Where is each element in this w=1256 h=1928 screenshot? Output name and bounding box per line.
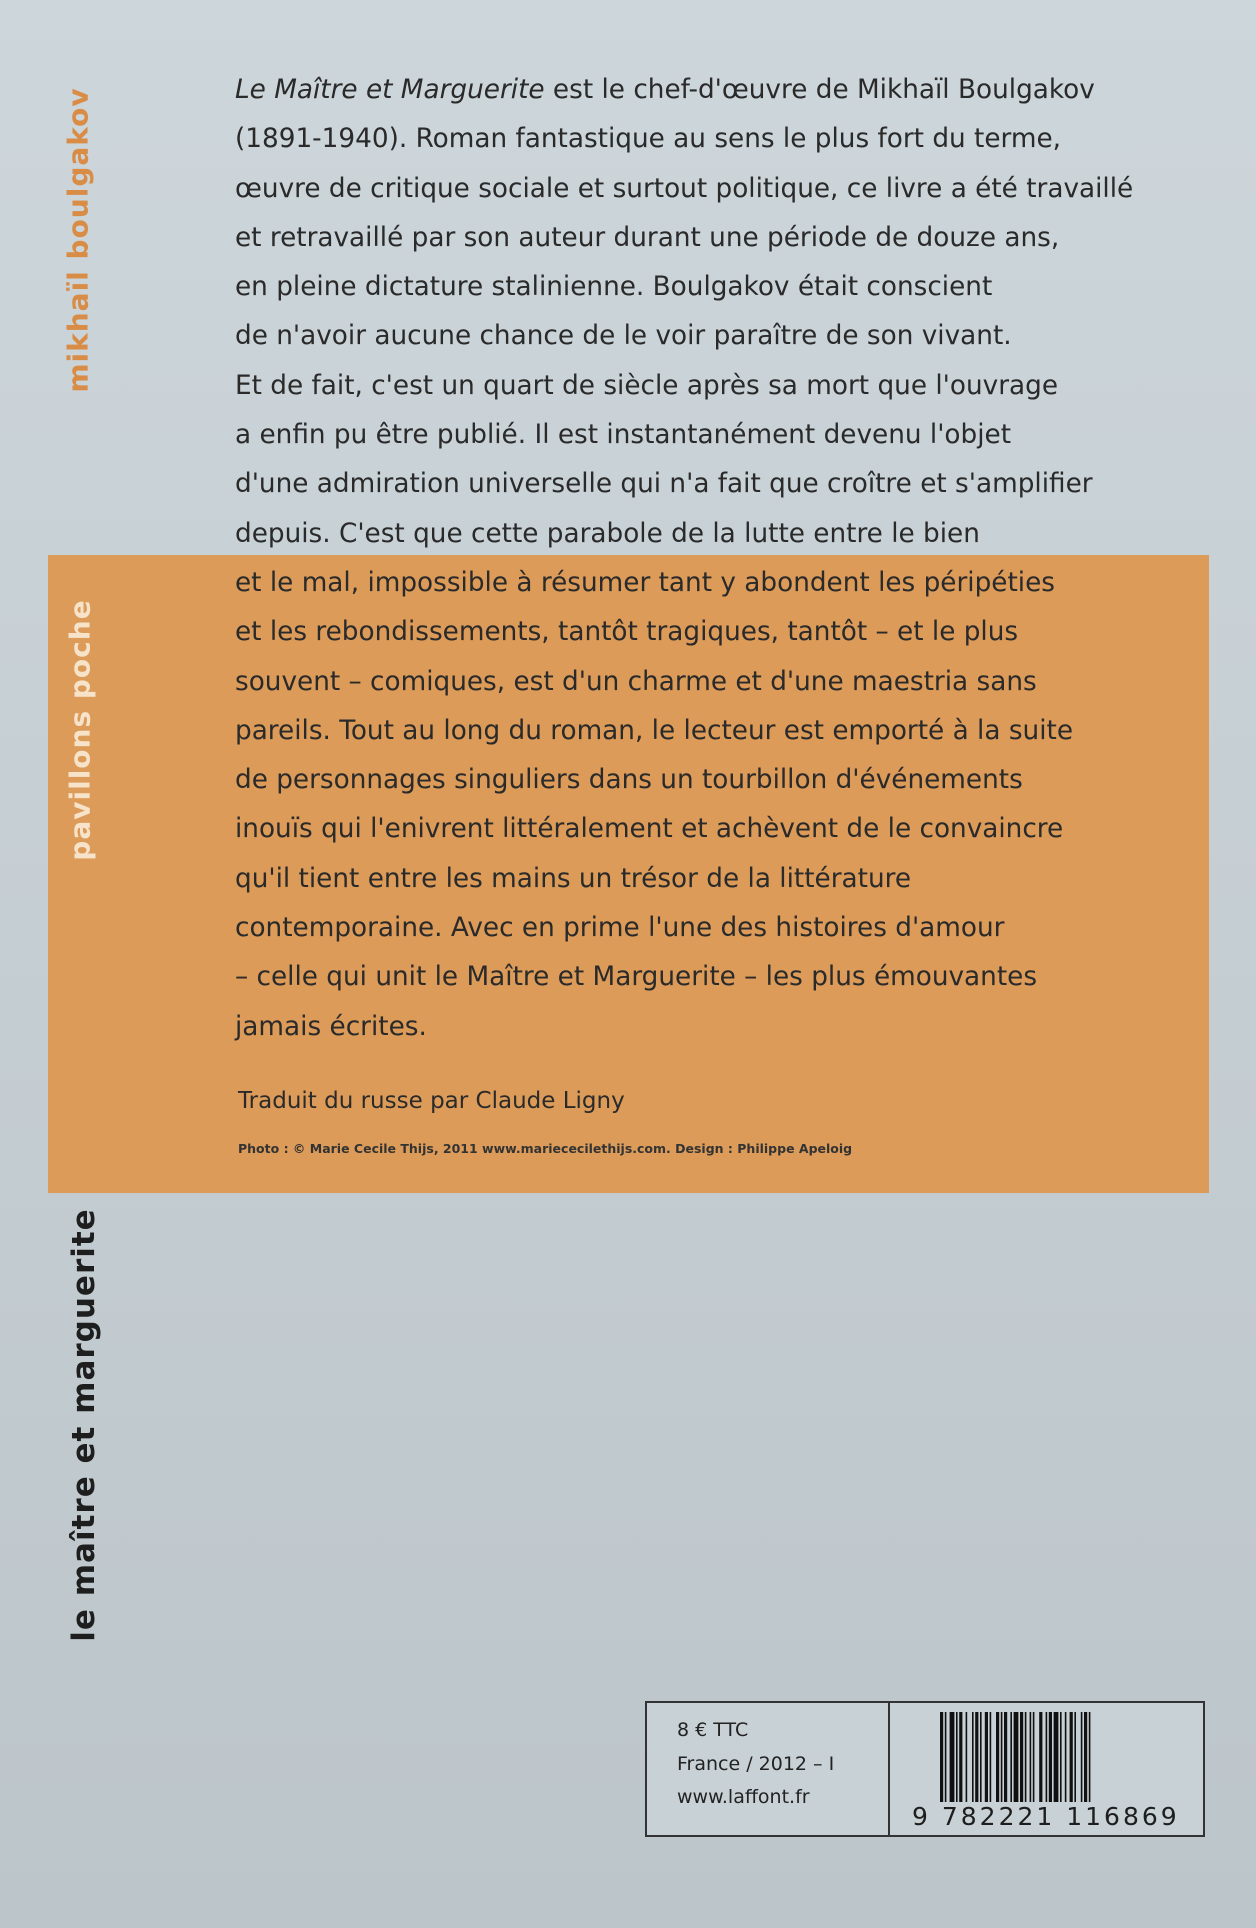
blurb-line-text: contemporaine. Avec en prime l'une des histoires d'amour: [235, 913, 1005, 944]
blurb-line: [235, 66, 1220, 115]
blurb-line: [235, 953, 1220, 1002]
blurb-line-text: et les rebondissements, tantôt tragiques, tantôt – et le plus: [235, 617, 1019, 648]
website-label: www.laffont.fr: [677, 1786, 810, 1808]
blurb-line-text: et le mal, impossible à résumer tant y abondent les péripéties: [235, 567, 1055, 598]
blurb-line-text: œuvre de critique sociale et surtout politique, ce livre a été travaillé: [235, 173, 1134, 204]
barcode-bar: [1010, 1712, 1012, 1802]
blurb-line: [235, 115, 1220, 164]
barcode-bar: [1070, 1712, 1073, 1802]
barcode-bar: [966, 1712, 968, 1802]
blurb-line: [235, 855, 1220, 904]
blurb-line: [235, 559, 1220, 608]
blurb-line: [235, 263, 1220, 312]
blurb-line-text: de n'avoir aucune chance de le voir paraître de son vivant.: [235, 321, 1012, 352]
blurb-line-text: qu'il tient entre les mains un trésor de la littérature: [235, 863, 912, 894]
barcode-bar: [1060, 1712, 1062, 1802]
blurb-line: [235, 904, 1220, 953]
blurb-line: [235, 460, 1220, 509]
blurb-line: [235, 165, 1220, 214]
barcode-bar: [1081, 1712, 1083, 1802]
spine-author: mikhaïl boulgakov: [61, 87, 95, 393]
blurb-line-text: depuis. C'est que cette parabole de la lutte entre le bien: [235, 518, 980, 549]
barcode-bar: [1054, 1712, 1059, 1802]
blurb-text: [235, 66, 1220, 1052]
blurb-line: [235, 411, 1220, 460]
barcode-bar: [1046, 1712, 1048, 1802]
barcode-bar: [940, 1712, 943, 1802]
blurb-line: [235, 312, 1220, 361]
blurb-line: [235, 1003, 1220, 1052]
barcode-bar: [1084, 1712, 1087, 1802]
barcode-bar: [996, 1712, 999, 1802]
spine-title: le maître et marguerite: [66, 1208, 102, 1642]
barcode-bar: [1004, 1712, 1007, 1802]
barcode-bar: [975, 1712, 978, 1802]
blurb-line-text: Et de fait, c'est un quart de siècle après sa mort que l'ouvrage: [235, 370, 1059, 401]
blurb-line-text: jamais écrites.: [235, 1011, 427, 1042]
blurb-line: [235, 805, 1220, 854]
barcode-bar: [985, 1712, 988, 1802]
barcode-bar: [1025, 1712, 1027, 1802]
blurb-line-text: de personnages singuliers dans un tourbillon d'événements: [235, 765, 1023, 796]
barcode-bar: [1065, 1712, 1067, 1802]
barcode-bar: [980, 1712, 982, 1802]
barcode-bar: [1049, 1712, 1052, 1802]
translator-credit: Traduit du russe par Claude Ligny: [238, 1088, 625, 1114]
blurb-line-text: d'une admiration universelle qui n'a fait que croître et s'amplifier: [235, 469, 1093, 500]
blurb-line-text: est le chef-d'œuvre de Mikhaïl Boulgakov: [544, 75, 1095, 105]
blurb-line-text: pareils. Tout au long du roman, le lecteur est emporté à la suite: [235, 715, 1073, 746]
barcode-bar: [945, 1712, 947, 1802]
blurb-line-text: a enfin pu être publié. Il est instantanément devenu l'objet: [235, 420, 1012, 451]
photo-design-credits: Photo : © Marie Cecile Thijs, 2011 www.mariececilethijs.com. Design : Philippe Apeloig: [238, 1141, 853, 1156]
blurb-line-text: et retravaillé par son auteur durant une période de douze ans,: [235, 222, 1060, 253]
blurb-line-text: – celle qui unit le Maître et Marguerite – les plus émouvantes: [235, 962, 1038, 993]
blurb-line: [235, 608, 1220, 657]
blurb-line-text: en pleine dictature stalinienne. Boulgakov était conscient: [235, 272, 993, 303]
blurb-line: [235, 707, 1220, 756]
barcode-icon: [940, 1712, 1170, 1802]
barcode-bar: [1020, 1712, 1023, 1802]
blurb-line-text: inouïs qui l'enivrent littéralement et achèvent de le convaincre: [235, 814, 1064, 845]
barcode-bar: [950, 1712, 955, 1802]
price-label: 8 € TTC: [677, 1719, 749, 1741]
barcode-bar: [1014, 1712, 1019, 1802]
blurb-line: [235, 362, 1220, 411]
price-box: [645, 1701, 1205, 1837]
barcode-bar: [956, 1712, 958, 1802]
barcode-bar: [990, 1712, 992, 1802]
barcode-bar: [1030, 1712, 1032, 1802]
barcode-bar: [959, 1712, 962, 1802]
barcode-bar: [1089, 1712, 1091, 1802]
barcode-bar: [1074, 1712, 1076, 1802]
blurb-line: [235, 658, 1220, 707]
book-title-italic: Le Maître et Marguerite: [235, 75, 545, 105]
blurb-line: [235, 510, 1220, 559]
blurb-line: [235, 756, 1220, 805]
price-box-divider: [888, 1703, 890, 1835]
barcode-bar: [1033, 1712, 1035, 1802]
barcode-bar: [1001, 1712, 1003, 1802]
barcode-bar: [972, 1712, 974, 1802]
isbn-digits: 9 782221 116869: [912, 1802, 1180, 1831]
blurb-line: [235, 214, 1220, 263]
edition-label: France / 2012 – I: [677, 1753, 835, 1775]
blurb-line-text: (1891-1940). Roman fantastique au sens le plus fort du terme,: [235, 124, 1062, 155]
spine-collection: pavillons poche: [63, 599, 97, 861]
blurb-line-text: souvent – comiques, est d'un charme et d'une maestria sans: [235, 666, 1037, 697]
barcode-bar: [1039, 1712, 1042, 1802]
